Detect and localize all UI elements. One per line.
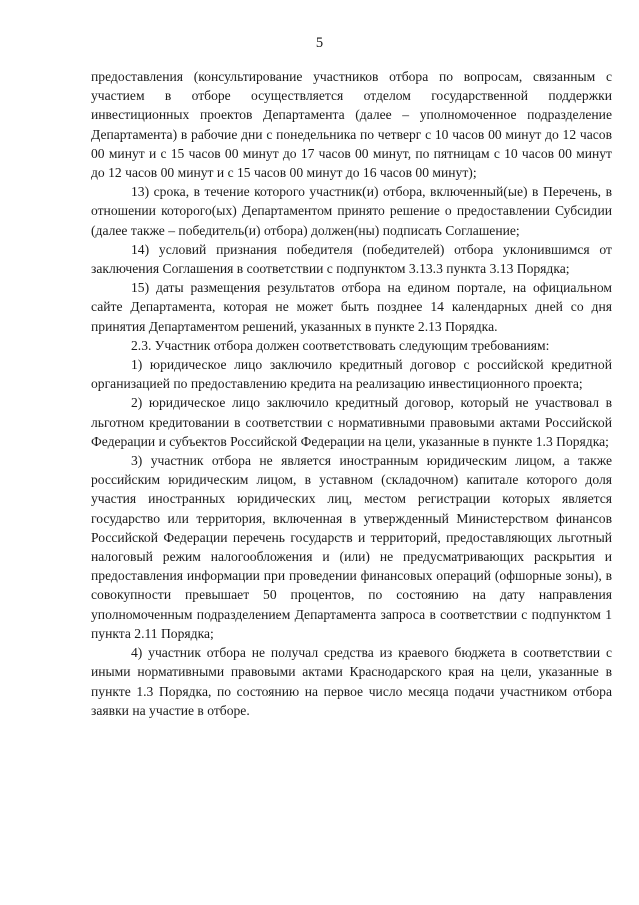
paragraph-item-13: 13) срока, в течение которого участник(и) отбора, включенный(ые) в Перечень, в отношении которого(ых) Департаментом принято решение о предоставлении Субсидии (далее также – победитель(и) отбора) должен(ны) подписать Соглашение; — [91, 184, 612, 238]
paragraph-requirement-1: 1) юридическое лицо заключило кредитный договор с российской кредитной организацией по предоставлению кредита на реализацию инвестиционного проекта; — [91, 357, 612, 392]
paragraph-section-2-3: 2.3. Участник отбора должен соответствовать следующим требованиям: — [131, 337, 550, 353]
paragraph-requirement-3: 3) участник отбора не является иностранным юридическим лицом, а также российским юридическим лицом, в уставном (складочном) капитале которого доля участия иностранных юридических лиц, местом регистрации которых является государство или территория, включенная в утвержденный Министерством финансов Российской Федерации перечень государств и территорий, предоставляющих льготный налоговый режим налогообложения и (или) не предусматривающих раскрытия и предоставления информации при проведении финансовых операций (офшорные зоны), в совокупности превышает 50 процентов, по состоянию на дату направления уполномоченным подразделением Департамента запроса в соответствии с подпунктом 1 пункта 2.11 Порядка; — [91, 453, 612, 641]
paragraph-requirement-4: 4) участник отбора не получал средства из краевого бюджета в соответствии с иными нормативными правовыми актами Краснодарского края на цели, указанные в пункте 1.3 Порядка, по состоянию на первое число месяца подачи участником отбора заявки на участие в отборе. — [91, 645, 612, 718]
paragraph-consultation-schedule: предоставления (консультирование участников отбора по вопросам, связанным с участием в отборе осуществляется отделом государственной поддержки инвестиционных проектов Департамента (далее – уполномоченное подразделение Департамента) в рабочие дни с понедельника по четверг с 10 часов 00 минут до 12 часов 00 минут и с 15 часов 00 минут до 17 часов 00 минут, по пятницам с 10 часов 00 минут до 12 часов 00 минут и с 15 часов 00 минут до 16 часов 00 минут); — [91, 69, 612, 181]
page-number: 5 — [315, 35, 324, 51]
paragraph-item-14: 14) условий признания победителя (победителей) отбора уклонившимся от заключения Соглашения в соответствии с подпунктом 3.13.3 пункта 3.13 Порядка; — [91, 241, 612, 277]
paragraph-requirement-2: 2) юридическое лицо заключило кредитный договор, который не участвовал в льготном кредитовании в соответствии с нормативными правовыми актами Российской Федерации и субъектов Российской Федерации на цели, указанные в пункте 1.3 Порядка; — [91, 395, 612, 449]
paragraph-item-15: 15) даты размещения результатов отбора на едином портале, на официальном сайте Департамента, которая не может быть позднее 14 календарных дней со дня принятия Департаментом решений, указанных в пункте 2.13 Порядка. — [91, 280, 612, 334]
document-body — [91, 67, 612, 720]
